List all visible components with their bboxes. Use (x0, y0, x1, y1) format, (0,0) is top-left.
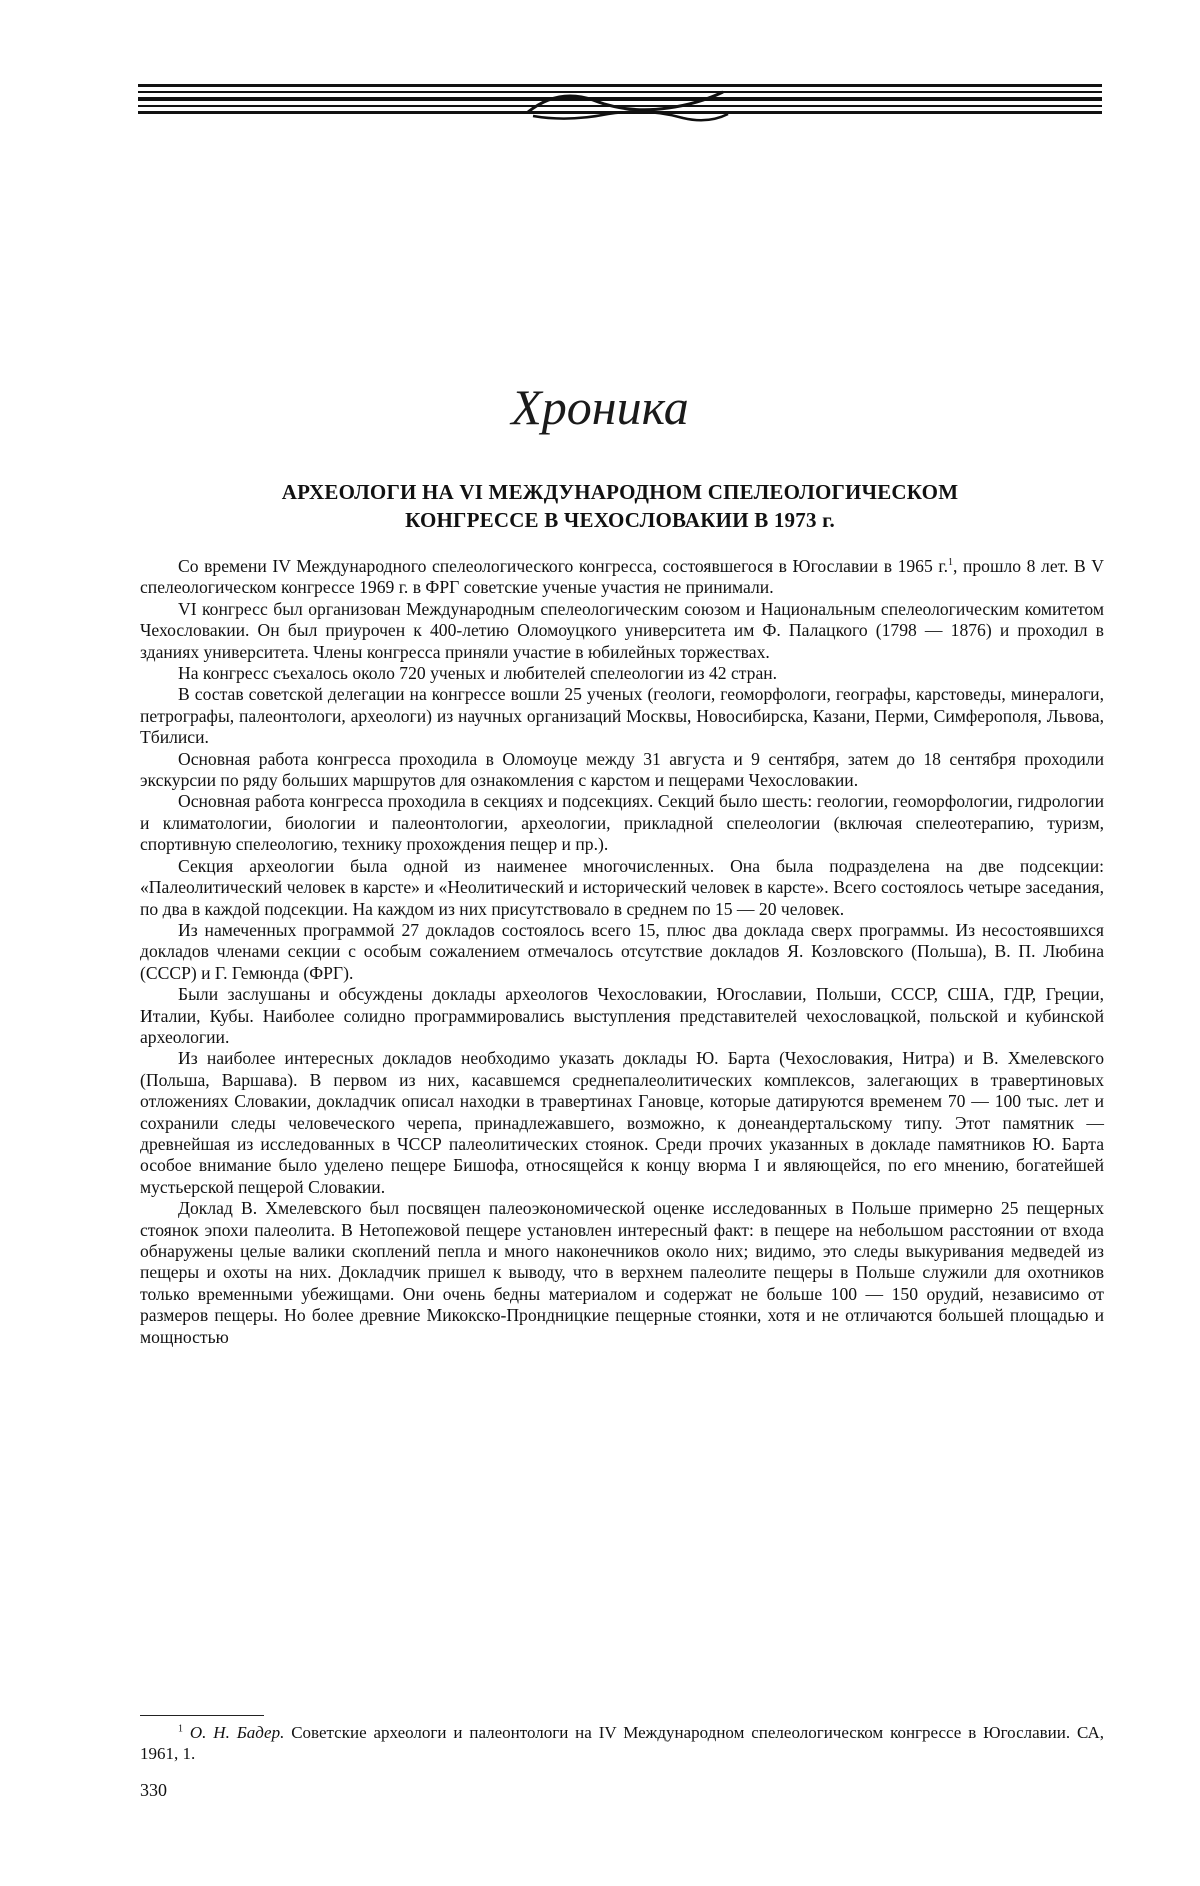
paragraph: Из наиболее интересных докладов необходимо указать доклады Ю. Барта (Чехословакия, Нитра) и В. Хмелевского (Польша, Варшава). В первом из них, касавшемся среднепалеолитических комплексов, залегающих в травертиновых отложениях Словакии, докладчик описал находки в травертинах Гановце, которые датируются временем 70 — 100 тыс. лет и сохранили следы человеческого черепа, принадлежавшего, возможно, к донеандертальскому типу. Этот памятник — древнейшая из исследованных в ЧССР палеолитических стоянок. Среди прочих указанных в докладе памятников Ю. Барта особое внимание было уделено пещере Бишофа, относящейся к концу вюрма I и являющейся, по его мнению, богатейшей мустьерской пещерой Словакии. (140, 1048, 1104, 1197)
paragraph: Основная работа конгресса проходила в Оломоуце между 31 августа и 9 сентября, затем до 18 сентября проходили экскурсии по ряду больших маршрутов для ознакомления с карстом и пещерами Чехословакии. (140, 748, 1104, 791)
paragraph: Основная работа конгресса проходила в секциях и подсекциях. Секций было шесть: геологии, геоморфологии, гидрологии и климатологии, биологии и палеонтологии, археологии, прикладной спелеологии (включая спелеотерапию, туризм, спортивную спелеологию, технику прохождения пещер и пр.). (140, 791, 1104, 855)
paragraph: Из намеченных программой 27 докладов состоялось всего 15, плюс два доклада сверх программы. Из несостоявшихся докладов членами секции с особым сожалением отмечалось отсутствие докладов Я. Козловского (Польша), В. П. Любина (СССР) и Г. Гемюнда (ФРГ). (140, 919, 1104, 983)
paragraph: VI конгресс был организован Международным спелеологическим союзом и Национальным спелеологическим комитетом Чехословакии. Он был приурочен к 400-летию Оломоуцкого университета им Ф. Палацкого (1798 — 1876) и проходил в зданиях университета. Члены конгресса приняли участие в юбилейных торжествах. (140, 598, 1104, 662)
paragraph: На конгресс съехалось около 720 ученых и любителей спелеологии из 42 стран. (178, 663, 778, 684)
footnote-author: О. Н. Бадер. (189, 1723, 285, 1742)
footnote-reference: 1 (947, 557, 953, 569)
footnote (140, 1722, 1104, 1764)
section-title: Хроника (511, 379, 689, 435)
header-ornament (138, 78, 1102, 128)
footnote-text: Советские археологи и палеонтологи на IV Международном спелеологическом конгрессе в Югославии. СА, 1961, 1. (140, 1723, 1105, 1763)
page-number: 330 (140, 1780, 167, 1800)
footnote-number: 1 (178, 1723, 183, 1735)
article-body (140, 556, 1104, 1348)
paragraph (140, 556, 1104, 599)
paragraph: В состав советской делегации на конгрессе вошли 25 ученых (геологи, геоморфологи, географы, карстоведы, минералоги, петрографы, палеонтологи, археологи) из научных организаций Москвы, Новосибирска, Казани, Перми, Симферополя, Львова, Тбилиси. (140, 684, 1104, 748)
paragraph: Секция археологии была одной из наименее многочисленных. Она была подразделена на две подсекции: «Палеолитический человек в карсте» и «Неолитический и исторический человек в карсте». Всего состоялось четыре заседания, по два в каждой подсекции. На каждом из них присутствовало в среднем по 15 — 20 человек. (140, 855, 1104, 919)
paragraph-text: , прошло 8 лет. В V спелеологическом конгрессе 1969 г. в ФРГ советские ученые участия не принимали. (140, 556, 1104, 598)
paragraph: Были заслушаны и обсуждены доклады археологов Чехословакии, Югославии, Польши, СССР, США, ГДР, Греции, Италии, Кубы. Наиболее солидно программировались выступления представителей чехословацкой, польской и кубинской археологии. (140, 984, 1104, 1047)
footnote-divider (140, 1715, 264, 1716)
paragraph: Доклад В. Хмелевского был посвящен палеоэкономической оценке исследованных в Польше примерно 25 пещерных стоянок эпохи палеолита. В Нетопежовой пещере установлен интересный факт: в пещере на небольшом расстоянии от входа обнаружены целые валики скоплений пепла и много наконечников около них; видимо, это следы выкуривания медведей из пещеры и охоты на них. Докладчик пришел к выводу, что в верхнем палеолите пещеры в Польше служили для охотников только временными убежищами. Они очень бедны материалом и содержат не больше 100 — 150 орудий, независимо от размеров пещеры. Но более древние Микокско-Прондницкие пещерные стоянки, хотя и не отличаются большей площадью и мощностью (140, 1198, 1104, 1347)
paragraph-text: Со времени IV Международного спелеологического конгресса, состоявшегося в Югославии в 1965 г. (178, 556, 948, 576)
article-title-line-2: КОНГРЕССЕ В ЧЕХОСЛОВАКИИ В 1973 г. (405, 508, 835, 532)
article-title-line-1: АРХЕОЛОГИ НА VI МЕЖДУНАРОДНОМ СПЕЛЕОЛОГИЧЕСКОМ (281, 480, 959, 504)
article-title (140, 478, 1100, 534)
